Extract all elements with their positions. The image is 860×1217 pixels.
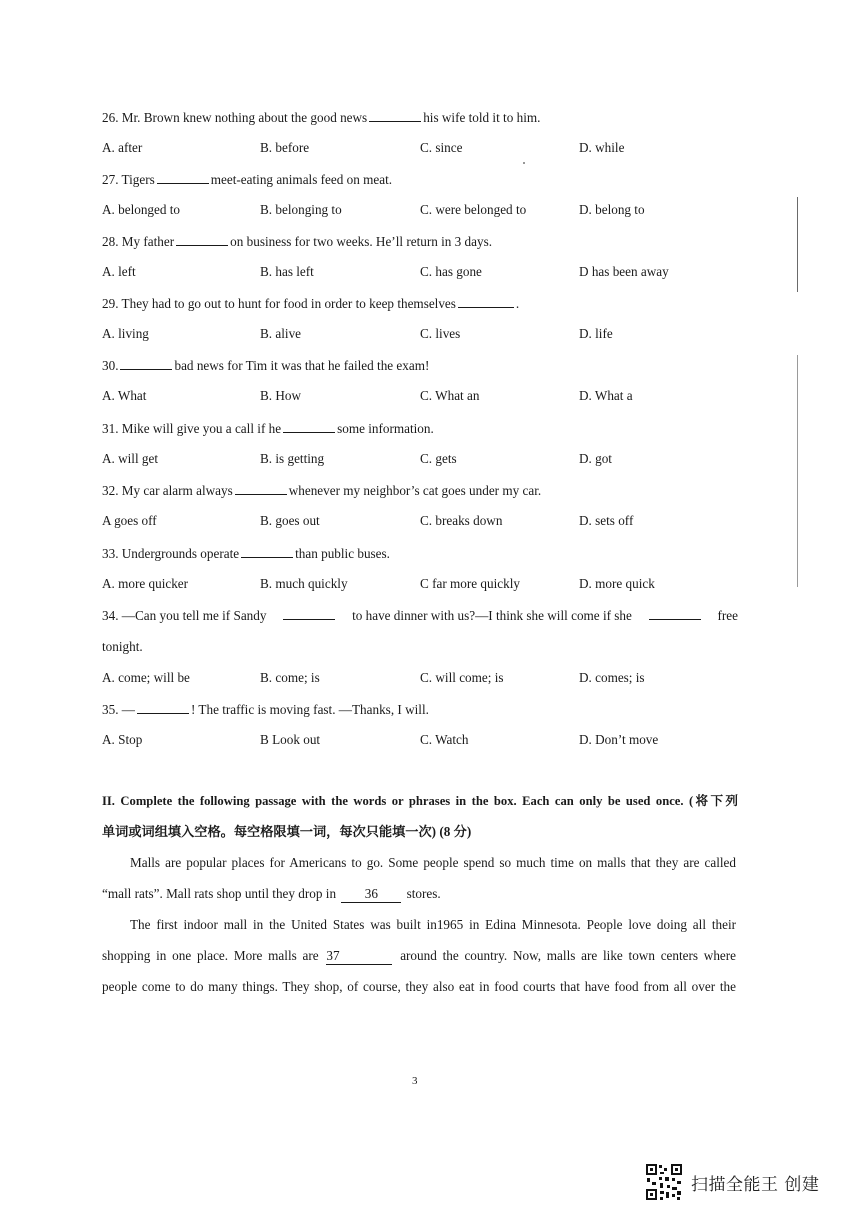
question-text: 31. Mike will give you a call if he <box>102 421 282 436</box>
option-c[interactable]: C. What an <box>420 388 480 403</box>
option-d[interactable]: D. sets off <box>579 513 634 528</box>
question-stem <box>102 171 392 188</box>
option-d[interactable]: D. more quick <box>579 576 655 591</box>
option-b[interactable]: B. goes out <box>260 513 320 528</box>
option-d[interactable]: D. got <box>579 451 612 466</box>
option-a[interactable]: A. living <box>102 326 149 341</box>
answer-blank[interactable] <box>157 171 209 184</box>
answer-blank[interactable] <box>283 420 335 433</box>
question-stem <box>102 482 541 499</box>
question-text: his wife told it to him. <box>423 110 541 125</box>
option-c[interactable]: C. were belonged to <box>420 202 527 217</box>
answer-blank[interactable] <box>120 357 172 370</box>
answer-blank[interactable] <box>241 545 293 558</box>
option-b[interactable]: B. come; is <box>260 670 320 685</box>
answer-blank[interactable] <box>176 233 228 246</box>
option-a[interactable]: A. more quicker <box>102 576 189 591</box>
answer-blank[interactable] <box>369 109 421 122</box>
option-c[interactable]: C. has gone <box>420 264 482 279</box>
option-c[interactable]: C. lives <box>420 326 461 341</box>
page-number: 3 <box>412 1075 418 1087</box>
passage-text: stores. <box>406 886 441 901</box>
question-text: 33. Undergrounds operate <box>102 546 240 561</box>
option-a[interactable]: A. Stop <box>102 732 143 747</box>
answer-blank-36[interactable]: 36 <box>341 886 401 903</box>
question-stem <box>102 607 738 624</box>
question-stem <box>102 701 429 718</box>
option-c[interactable]: C. since <box>420 140 463 155</box>
scanner-brand-label: 扫描全能王 创建 <box>691 1174 820 1195</box>
answer-blank[interactable] <box>458 295 514 308</box>
answer-blank-37[interactable]: 37 <box>326 948 392 965</box>
question-text: whenever my neighbor’s cat goes under my car. <box>288 483 542 498</box>
option-b[interactable]: B Look out <box>260 732 321 747</box>
question-stem <box>102 545 390 562</box>
question-continuation: tonight. <box>102 639 143 654</box>
scan-speck <box>523 162 525 164</box>
scan-edge-line <box>797 355 798 587</box>
scanner-watermark <box>645 1163 819 1201</box>
option-a[interactable]: A. after <box>102 140 143 155</box>
option-a[interactable]: A. left <box>102 264 136 279</box>
option-d[interactable]: D. What a <box>579 388 633 403</box>
question-text: 32. My car alarm always <box>102 483 233 498</box>
option-a[interactable]: A. belonged to <box>102 202 181 217</box>
question-text: free <box>717 608 738 623</box>
option-c[interactable]: C. breaks down <box>420 513 503 528</box>
option-a[interactable]: A goes off <box>102 513 157 528</box>
option-b[interactable]: B. alive <box>260 326 302 341</box>
passage-text: around the country. Now, malls are like town centers where <box>400 948 737 963</box>
question-text: 29. They had to go out to hunt for food in order to keep themselves <box>102 296 456 311</box>
question-text: 26. Mr. Brown knew nothing about the good news <box>102 110 368 125</box>
question-text: than public buses. <box>295 546 390 561</box>
option-b[interactable]: B. much quickly <box>260 576 348 591</box>
passage-text: “mall rats”. Mall rats shop until they drop in <box>102 886 337 901</box>
passage-text: shopping in one place. More malls are <box>102 948 319 963</box>
qr-code-icon <box>645 1163 683 1201</box>
question-stem <box>102 420 434 437</box>
passage-p2-line3: people come to do many things. They shop, of course, they also eat in food courts that have food from all over the <box>102 979 736 994</box>
question-text: bad news for Tim it was that he failed the exam! <box>174 358 430 373</box>
option-b[interactable]: B. How <box>260 388 302 403</box>
section-heading-line1: II. Complete the following passage with the words or phrases in the box. Each can only be used once. (将下列 <box>102 794 738 808</box>
option-d[interactable]: D. Don’t move <box>579 732 659 747</box>
question-text: to have dinner with us?—I think she will come if she <box>352 608 632 623</box>
passage-p1-line1: Malls are popular places for Americans to go. Some people spend so much time on malls that they are called <box>130 855 736 870</box>
question-text: 35. — <box>102 702 135 717</box>
answer-blank[interactable] <box>235 482 287 495</box>
question-text: meet-eating animals feed on meat. <box>210 172 393 187</box>
option-c[interactable]: C far more quickly <box>420 576 520 591</box>
option-a[interactable]: A. come; will be <box>102 670 190 685</box>
section-heading-line2: 单词或词组填入空格。每空格限填一词，每次只能填一次) (8 分) <box>102 824 472 839</box>
option-c[interactable]: C. will come; is <box>420 670 504 685</box>
option-b[interactable]: B. is getting <box>260 451 325 466</box>
answer-blank[interactable] <box>137 701 189 714</box>
option-c[interactable]: C. gets <box>420 451 457 466</box>
question-stem <box>102 109 540 126</box>
question-text: . <box>515 296 520 311</box>
option-d[interactable]: D. comes; is <box>579 670 645 685</box>
question-stem <box>102 233 492 250</box>
option-b[interactable]: B. has left <box>260 264 314 279</box>
passage-p1-line2 <box>102 886 441 903</box>
question-text: 34. —Can you tell me if Sandy <box>102 608 267 623</box>
option-d[interactable]: D. life <box>579 326 613 341</box>
answer-blank[interactable] <box>649 607 701 620</box>
option-b[interactable]: B. before <box>260 140 310 155</box>
option-b[interactable]: B. belonging to <box>260 202 342 217</box>
answer-blank[interactable] <box>283 607 335 620</box>
passage-p2-line1: The first indoor mall in the United States was built in1965 in Edina Minnesota. People love doing all their <box>130 917 736 932</box>
option-d[interactable]: D. belong to <box>579 202 645 217</box>
option-a[interactable]: A. will get <box>102 451 159 466</box>
question-text: 27. Tigers <box>102 172 155 187</box>
option-a[interactable]: A. What <box>102 388 147 403</box>
option-d[interactable]: D has been away <box>579 264 669 279</box>
question-text: 30. <box>102 358 119 373</box>
scan-edge-line <box>797 197 798 292</box>
option-c[interactable]: C. Watch <box>420 732 469 747</box>
option-d[interactable]: D. while <box>579 140 625 155</box>
question-text: on business for two weeks. He’ll return in 3 days. <box>230 234 493 249</box>
question-text: some information. <box>337 421 434 436</box>
question-stem <box>102 357 429 374</box>
question-text: 28. My father <box>102 234 175 249</box>
question-text: ! The traffic is moving fast. —Thanks, I will. <box>190 702 429 717</box>
passage-p2-line2 <box>102 948 736 965</box>
question-stem <box>102 295 519 312</box>
